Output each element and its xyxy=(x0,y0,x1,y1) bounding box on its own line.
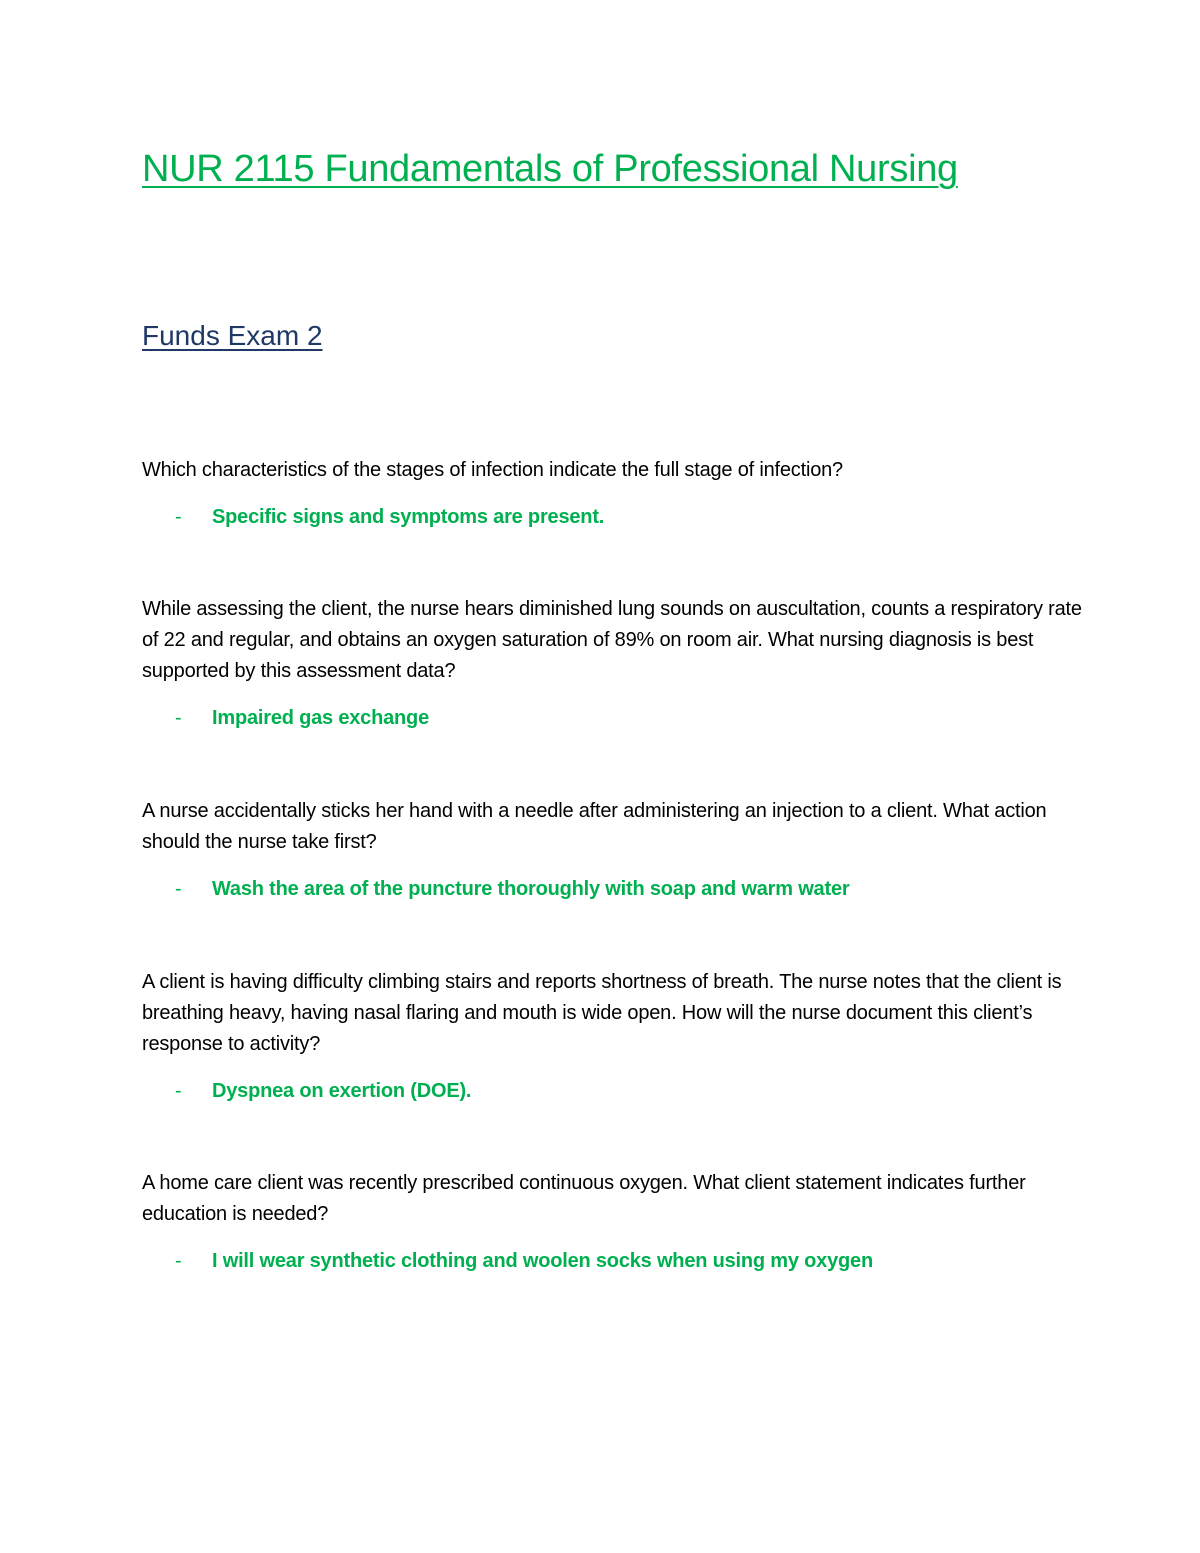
qa-item-5 xyxy=(142,1168,1082,1277)
answer-1 xyxy=(142,502,1082,533)
question-4: A client is having difficulty climbing stairs and reports shortness of breath. The nurse notes that the client is breathing heavy, having nasal flaring and mouth is wide open. How will the nurse document this client’s response to activity? xyxy=(142,971,1062,1055)
bullet-dash: - xyxy=(175,1080,182,1102)
answer-3-text: Wash the area of the puncture thoroughly with soap and warm water xyxy=(212,878,850,900)
answer-2 xyxy=(142,703,1082,734)
answer-4-text: Dyspnea on exertion (DOE). xyxy=(212,1080,472,1102)
bullet-dash: - xyxy=(175,707,182,729)
question-1: Which characteristics of the stages of infection indicate the full stage of infection? xyxy=(142,459,843,481)
answer-4 xyxy=(142,1076,1082,1107)
document-title: NUR 2115 Fundamentals of Professional Nursing xyxy=(142,148,958,190)
exam-subtitle: Funds Exam 2 xyxy=(142,320,323,351)
answer-2-text: Impaired gas exchange xyxy=(212,707,430,729)
answer-5-text: I will wear synthetic clothing and woolen socks when using my oxygen xyxy=(212,1250,873,1272)
bullet-dash: - xyxy=(175,1250,182,1272)
qa-item-1 xyxy=(142,455,1082,533)
qa-item-3 xyxy=(142,796,1082,905)
bullet-dash: - xyxy=(175,878,182,900)
answer-5 xyxy=(142,1246,1082,1277)
qa-item-2 xyxy=(142,594,1082,734)
question-5: A home care client was recently prescribed continuous oxygen. What client statement indicates further education is needed? xyxy=(142,1172,1026,1225)
question-3: A nurse accidentally sticks her hand with a needle after administering an injection to a client. What action should the nurse take first? xyxy=(142,800,1047,853)
qa-item-4 xyxy=(142,967,1082,1107)
bullet-dash: - xyxy=(175,506,182,528)
question-2: While assessing the client, the nurse hears diminished lung sounds on auscultation, counts a respiratory rate of 22 and regular, and obtains an oxygen saturation of 89% on room air. What nursing diagnosis is best supported by this assessment data? xyxy=(142,598,1082,682)
answer-3 xyxy=(142,874,1082,905)
answer-1-text: Specific signs and symptoms are present. xyxy=(212,506,605,528)
